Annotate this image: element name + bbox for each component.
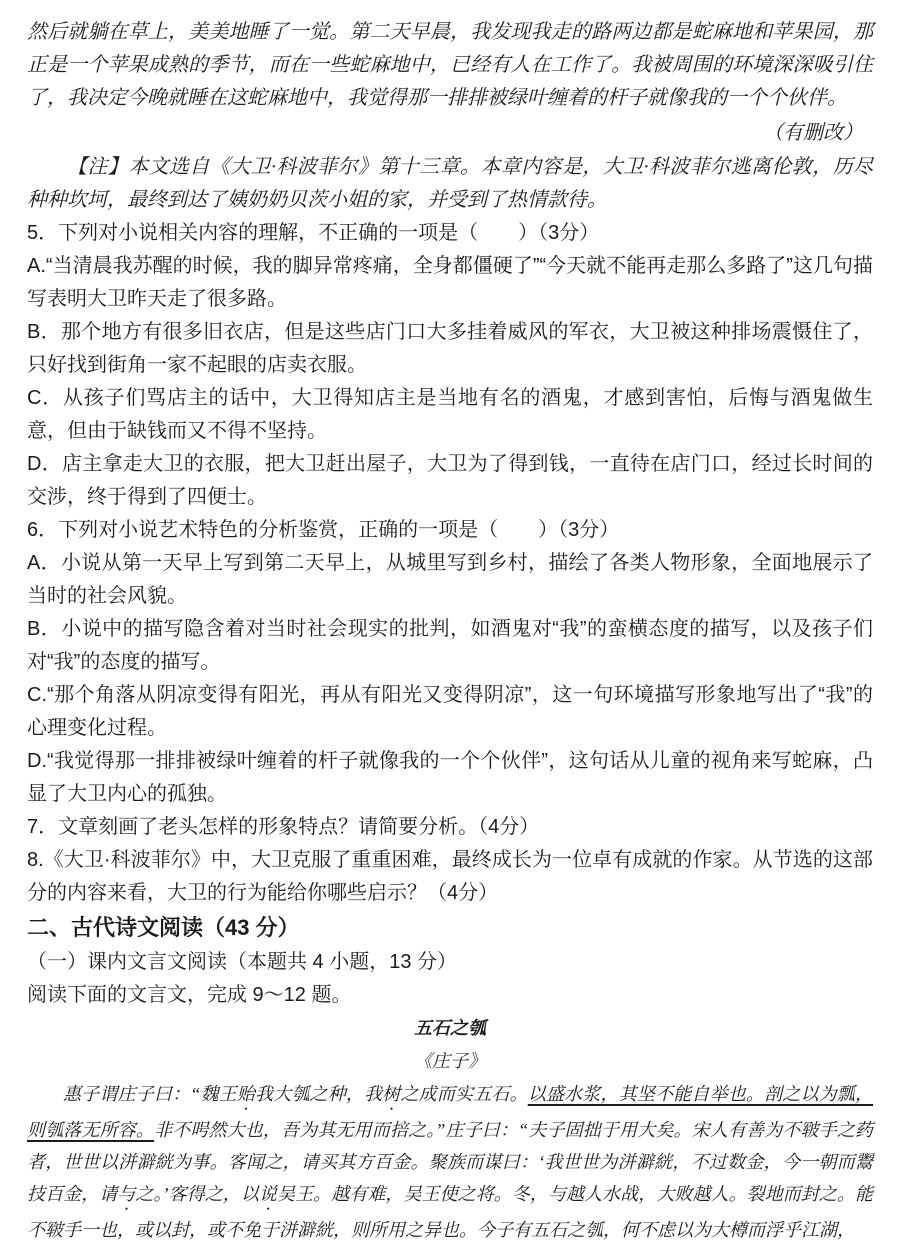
question-5-option-c: C．从孩子们骂店主的话中，大卫得知店主是当地有名的酒鬼，才感到害怕，后悔与酒鬼做生意，但由于缺钱而又不得不坚持。 (27, 387, 873, 442)
classical-work-source: 《庄子》 (414, 1051, 486, 1071)
question-6-option-a: A．小说从第一天早上写到第二天早上，从城里写到乡村，描绘了各类人物形象，全面地展示了当时的社会风貌。 (27, 552, 873, 607)
question-7-stem: 7．文章刻画了老头怎样的形象特点？请简要分析。（4分） (27, 816, 540, 838)
question-5-stem: 5．下列对小说相关内容的理解，不正确的一项是（ ）（3分） (27, 222, 600, 244)
question-5-option-d: D．店主拿走大卫的衣服，把大卫赶出屋子，大卫为了得到钱，一直待在店门口，经过长时间的交涉，终于得到了四便士。 (27, 453, 873, 508)
question-8-stem: 8.《大卫·科波菲尔》中，大卫克服了重重困难，最终成长为一位卓有成就的作家。从节选的这部分的内容来看，大卫的行为能给你哪些启示？（4分） (27, 849, 873, 904)
section-2-subheading: （一）课内文言文阅读（本题共 4 小题，13 分） (27, 951, 458, 973)
classical-segment: 之成而实五石。 (400, 1084, 528, 1104)
classical-dotted-char: 树 (382, 1084, 401, 1104)
classical-dotted-char: 贻 (236, 1084, 256, 1104)
question-6-option-b: B．小说中的描写隐含着对当时社会现实的批判，如酒鬼对“我”的蛮横态度的描写，以及孩子们对“我”的态度的描写。 (27, 618, 873, 673)
section-2-instruction: 阅读下面的文言文，完成 9～12 题。 (27, 984, 352, 1006)
question-5-option-b: B．那个地方有很多旧衣店，但是这些店门口大多挂着威风的军衣，大卫被这种排场震慑住了，只好找到街角一家不起眼的店卖衣服。 (27, 321, 873, 376)
classical-segment: 非不呺然大也，吾为其无用而掊之。”庄子曰：“夫子固拙于用大矣。宋人有善为不皲手之药者，世世以洴澼絖为事。客闻之，请买其方百金。聚族而谋曰：‘我世世为洴澼絖，不过数金，今一朝而鬻技百金，请 (27, 1120, 873, 1204)
classical-segment: 吴王。越有难，吴王使之将。冬，与越人水战，大败越人。裂地而封之。能不皲手一也，或以封，或不免于洴澼絖，则所用之异也。今子有五石之瓠，何不虑以为大樽而浮乎江湖， (27, 1184, 874, 1240)
question-6-option-c: C.“那个角落从阴凉变得有阳光，再从有阳光又变得阴凉”，这一句环境描写形象地写出了“我”的心理变化过程。 (27, 684, 873, 739)
classical-segment: 我大瓠之种，我 (255, 1084, 383, 1104)
classical-underlined-segment: 以盛水浆，其坚不能自举也。剖之以为瓢，则瓠落无所容。 (27, 1084, 874, 1140)
classical-segment: 惠子谓庄子曰：“魏王 (63, 1084, 237, 1104)
question-5-option-a: A.“当清晨我苏醒的时候，我的脚异常疼痛，全身都僵硬了”“今天就不能再走那么多路了”这几句描写表明大卫昨天走了很多路。 (27, 255, 873, 310)
classical-work-title: 五石之瓠 (414, 1018, 486, 1038)
section-2-heading: 二、古代诗文阅读（43 分） (27, 915, 300, 940)
question-6-option-d: D.“我觉得那一排排被绿叶缠着的杆子就像我的一个个伙伴”，这句话从儿童的视角来写蛇麻，凸显了大卫内心的孤独。 (27, 750, 873, 805)
passage-paragraph: 然后就躺在草上，美美地睡了一觉。第二天早晨，我发现我走的路两边都是蛇麻地和苹果园，那正是一个苹果成熟的季节，而在一些蛇麻地中，已经有人在工作了。我被周围的环境深深吸引住了，我决定今晚就睡在这蛇麻地中，我觉得那一排排被绿叶缠着的杆子就像我的一个个伙伴。 (27, 21, 873, 109)
question-6-stem: 6．下列对小说艺术特色的分析鉴赏，正确的一项是（ ）（3分） (27, 519, 620, 541)
classical-dotted-char: 说 (258, 1184, 277, 1204)
classical-passage-text (27, 1078, 873, 1246)
passage-edit-note: （有删改） (763, 122, 863, 144)
passage-annotation: 【注】本文选自《大卫·科波菲尔》第十三章。本章内容是，大卫·科波菲尔逃离伦敦，历尽种种坎坷，最终到达了姨奶奶贝茨小姐的家，并受到了热情款待。 (27, 156, 873, 211)
classical-segment: 之。’客得之，以 (135, 1184, 259, 1204)
classical-dotted-char: 与 (117, 1184, 136, 1204)
